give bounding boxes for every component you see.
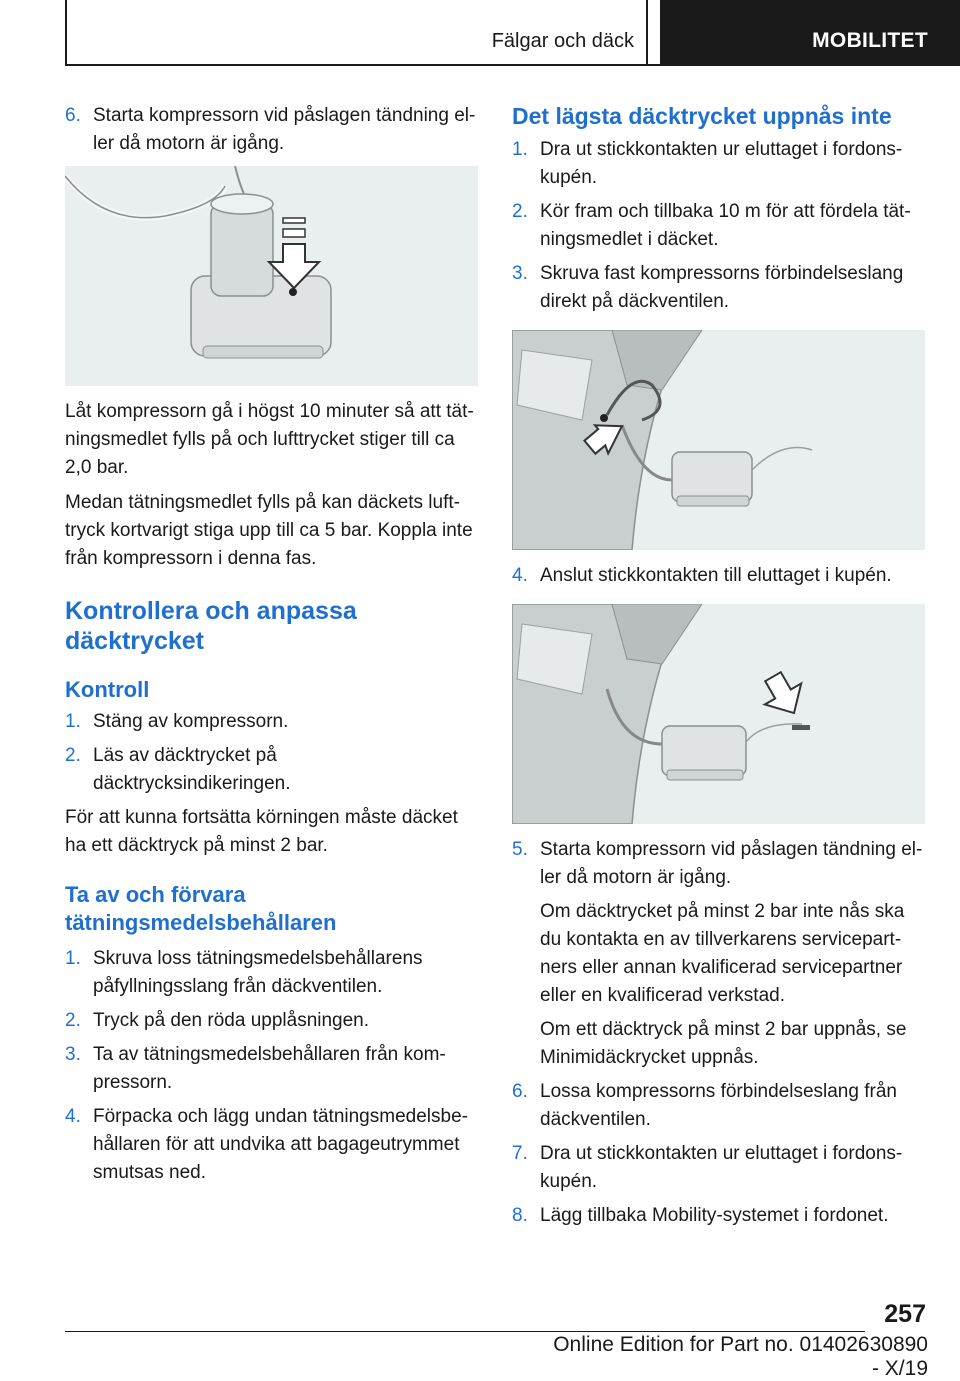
step-number: 4. <box>512 565 528 586</box>
step-number: 5. <box>512 839 528 860</box>
step-6-start-compressor <box>65 102 478 158</box>
step-text: Kör fram och tillbaka 10 m för att fördela tätningsmedlet i däcket. <box>540 201 911 250</box>
list-item <box>512 562 925 590</box>
list-item <box>65 1007 478 1035</box>
step-text: Dra ut stickkontakten ur eluttaget i fordonskupén. <box>540 139 903 188</box>
list-item <box>512 1202 925 1230</box>
step-text: Stäng av kompressorn. <box>93 711 289 732</box>
list-item <box>512 1078 925 1134</box>
list-item <box>65 1103 478 1187</box>
step-number: 6. <box>65 105 81 126</box>
figure-plug-into-socket <box>512 604 925 824</box>
paragraph-run-time: Låt kompressorn gå i högst 10 minuter så att tätningsmedlet fylls på och lufttrycket stiger till ca 2,0 bar. <box>65 401 474 478</box>
figure-sealant-bottle-compressor <box>65 166 478 386</box>
compressor-bottle-illustration <box>65 166 478 386</box>
step-text: Läs av däcktrycket på däcktrycksindikeringen. <box>93 745 291 794</box>
chapter-title: MOBILITET <box>812 29 928 52</box>
step-number: 2. <box>65 1010 81 1031</box>
list-item <box>512 836 925 1072</box>
paragraph-min-pressure: För att kunna fortsätta körningen måste däcket ha ett däcktryck på minst 2 bar. <box>65 807 458 856</box>
page-number: 257 <box>884 1300 926 1328</box>
paragraph-pressure-note: Medan tätningsmedlet fylls på kan däckets lufttryck kortvarigt stiga upp till ca 5 bar. Koppla inte från kompressorn i denna fas. <box>65 492 473 569</box>
footer-rule <box>65 1331 865 1332</box>
step-text: Dra ut stickkontakten ur eluttaget i fordonskupén. <box>540 1143 903 1192</box>
header-chapter-tab <box>660 0 960 64</box>
list-item <box>512 1140 925 1196</box>
step-text: Förpacka och lägg undan tätningsmedelsbehållaren för att undvika att bagageutrymmet smutsas ned. <box>93 1106 468 1183</box>
step-number: 4. <box>65 1106 81 1127</box>
step-number: 2. <box>65 745 81 766</box>
heading-check-adjust-pressure: Kontrollera och anpassa däcktrycket <box>65 597 357 655</box>
step-text: Ta av tätningsmedelsbehållaren från kompressorn. <box>93 1044 446 1093</box>
step-number: 1. <box>65 948 81 969</box>
header-section-tab <box>65 0 648 64</box>
step-text: Tryck på den röda upplåsningen. <box>93 1010 370 1031</box>
step-number: 1. <box>512 139 528 160</box>
list-item <box>65 708 478 736</box>
list-item <box>65 945 478 1001</box>
right-column <box>512 102 925 1236</box>
list-item <box>512 198 925 254</box>
step-text: Lossa kompressorns förbindelseslang från däckventilen. <box>540 1081 897 1130</box>
left-column <box>65 102 478 1193</box>
section-title: Fälgar och däck <box>491 30 634 52</box>
heading-min-pressure-not-reached: Det lägsta däcktrycket uppnås inte <box>512 103 892 129</box>
step-text: Anslut stickkontakten till eluttaget i kupén. <box>540 565 892 586</box>
step-number: 3. <box>512 263 528 284</box>
heading-remove-store-container: Ta av och förvara tätningsmedelsbehållaren <box>65 882 337 935</box>
header-rule <box>65 64 960 66</box>
wheel-plug-illustration <box>512 604 925 824</box>
list-item <box>512 260 925 316</box>
list-item <box>65 742 478 798</box>
step-number: 2. <box>512 201 528 222</box>
heading-check: Kontroll <box>65 677 150 702</box>
step-text: Skruva fast kompressorns förbindelseslang direkt på däckventilen. <box>540 263 904 312</box>
step-number: 1. <box>65 711 81 732</box>
step-text: Lägg tillbaka Mobility-systemet i fordonet. <box>540 1205 889 1226</box>
step-number: 8. <box>512 1205 528 1226</box>
step-text: Starta kompressorn vid påslagen tändning eller då motorn är igång. <box>93 105 476 154</box>
step-number: 7. <box>512 1143 528 1164</box>
footer-edition: Online Edition for Part no. 01402630890 - X/19 <box>548 1333 960 1381</box>
step-note: Om ett däcktryck på minst 2 bar uppnås, se Minimidäckrycket uppnås. <box>540 1019 907 1068</box>
step-number: 6. <box>512 1081 528 1102</box>
step-note: Om däcktrycket på minst 2 bar inte nås ska du kontakta en av tillverkarens servicepartners eller annan kvalificerad servicepartner eller en kvalificerad verkstad. <box>540 901 905 1006</box>
list-item <box>512 136 925 192</box>
list-item <box>65 1041 478 1097</box>
figure-hose-to-valve <box>512 330 925 550</box>
step-text: Starta kompressorn vid påslagen tändning eller då motorn är igång. <box>540 839 923 888</box>
step-number: 3. <box>65 1044 81 1065</box>
wheel-valve-hose-illustration <box>512 330 925 550</box>
step-text: Skruva loss tätningsmedelsbehållarens påfyllningsslang från däckventilen. <box>93 948 423 997</box>
